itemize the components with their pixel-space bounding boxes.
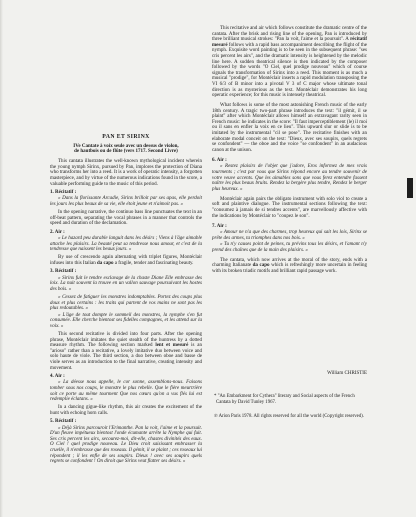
commentary-text: is an "arioso" rather than a recitative, a lovely imitative duo between voice and solo haute de viole. The third section, a duo between oboe and basse de viole serves as an introduction to the final narrative, creating intensity and movement. bbox=[50, 343, 202, 371]
footnote: * "An Embarkment for Cythera" literary and Social aspects of the French Cantata by David Tunley 1967. bbox=[214, 394, 355, 405]
cantata-title: PAN ET SIRINX bbox=[102, 134, 150, 140]
section-heading: 7. Air : bbox=[212, 223, 227, 229]
bold-term: da capo bbox=[252, 263, 270, 269]
section-heading: 5. Récitatif : bbox=[50, 419, 77, 425]
right-column bbox=[212, 26, 367, 279]
cantata-subtitle-line: IVe Cantate à voix seule avec un dessus de violon, bbox=[73, 143, 179, 149]
commentary-text: The cantata, which now arrives at the moral of the story, ends with a charming Italianate bbox=[212, 257, 367, 269]
cantata-subtitle-line: de hautbois ou de flûte (vers 1717. Second Livre) bbox=[74, 149, 178, 155]
lyric-quote: « Le hazard peu durable languit dans les désirs ; Viens à l'âge aimable attache les plaisirs. La beauté peut sa tendresse nous amour, et c'est de la tendresse que naissent les beaux jours. » bbox=[50, 236, 202, 253]
commentary-text: This second recitative is divided into four parts. After the opening phrase, Montéclair imitates the quiet stealth of the huntress by a dotted measure rhythm. The following section marked bbox=[50, 331, 202, 349]
commentary-paragraph: Montéclair again pairs the obligato instrument with solo viol to create a soft and plaintive dialogue. The instrumental sections following the text: "consumez à jamais de si tendres accents", are marvellously affective with the indications by Montéclair to "coupez le son". bbox=[212, 196, 367, 219]
commentary-text: This recitative and air which follows constitute the dramatic centre of the cantata. After the brisk and rising line of the opening, Pan is introduced by three brilliant musical strokes: "Pan la voit, l'aime et la poursuit". A bbox=[212, 26, 367, 43]
commentary-paragraph bbox=[50, 255, 202, 266]
section-heading: 3. Récitatif : bbox=[50, 269, 77, 275]
bold-term: récitatif mesuré bbox=[212, 37, 367, 48]
left-column bbox=[50, 135, 202, 467]
lyric-quote: « Tu n'y causes point de peines, tu prévins tous les désirs, et l'amant n'y prend des chaînes que de la main des plaisirs. » bbox=[212, 242, 367, 253]
lyric-quote: « La déesse nous appelle, le cor sonne, assemblons-nous. Faisons tomber sous nos coups, le monstre le plus rebelle. Que le fière meurtrière soit ce porte au même tourment Que nos cœurs qu'on a vus flés lui est redemplie éclatans. » bbox=[50, 380, 202, 403]
section-heading: 1. Récitatif : bbox=[50, 189, 77, 195]
commentary-text: follows with a rapid bass accompaniment describing the flight of the nymph. Exquisite word painting is to be seen in the subsequent phrase: "ses cris percent les airs", and the dramatic intensity is heightened by the melodic line here. A sudden theatrical silence is then indicated by the composer followed by the words "O Ciel, quel prodige nouveau" which of course signals the transformation of Sirinx into a reed. This moment is as much a musical "prodige", for Montéclair inserts a rapid modulation transposing the VI 6/3 of B minor into a pivotal V 3 of C major whose ultimate tonal direction is as mysterious as the text. Montéclair demonstrates his long operatic experience; for this music is intensely theatrical. bbox=[212, 42, 367, 99]
commentary-paragraph bbox=[212, 26, 367, 99]
commentary-paragraph bbox=[50, 332, 202, 371]
commentary-text: By use of crescendo again alternating with triplet figures, Montéclair infuses into this Italian bbox=[50, 255, 202, 267]
commentary-paragraph: In a dancing gigue-like rhythm, this air creates the excitement of the hunt with echoing horn calls. bbox=[50, 405, 202, 416]
commentary-text: which is refreshingly more uncertain in feeling with its broken triadic motifs and brilliant rapid passage work. bbox=[212, 263, 368, 274]
commentary-text: a fragile, tender and fascinating beauty. bbox=[113, 261, 194, 267]
lyric-quote: « L'âge de tout dompte le sommeil des monstres, la nymphe s'en fut consumée. Elle cherche bientost ses fidelles compagnes, et les attend sur la voix. » bbox=[50, 312, 202, 329]
bold-term: da capo bbox=[96, 261, 114, 267]
section-heading: 4. Air : bbox=[50, 373, 65, 379]
lyric-quote: « Amour ne n'a que des charmes, trop heureux qui sait les lois, Sirinx se prête des armes, ta triomphes dans nos bois. » bbox=[212, 230, 367, 241]
section-heading: 2. Air : bbox=[50, 229, 65, 235]
commentary-paragraph bbox=[212, 258, 367, 275]
intro-paragraph: This cantata illustrates the well-known mythological incident wherein the young nymph Sirinx, pursued by Pan, implores the protection of Diana who transforms her into a reed. It is a work of operatic intensity, a forgotten masterpiece, and by virtue of the numerous indications found in the score, a valuable performing guide to the music of this period. bbox=[50, 159, 202, 187]
lyric-quote: « Cessez de fatiguer les monstres indomptables. Portez des coups plus doux et plus certains : les traits qui partent de vos mains ne sont pas les plus redoutables. » bbox=[50, 295, 202, 312]
author-signature: William CHRISTIE bbox=[327, 371, 367, 376]
lyric-quote: « Déjà Sirinx parcouroit l'Erimanthe. Pan la voit, l'aime et la poursuit. D'un fleuve impétueux bientost l'onde écumante arrête la Nymphe qui fuit. Ses cris percent les airs, secourez-moi, dit-elle, chastes divinités des eaux. O Ciel ! quel prodige nouveau. Le Dieu croit saisissant embrasser la cruelle, il n'embrasse que des roseaux. Il gémit, il se plaint ; ces roseaux lui répondent ; il les enfle de ses soupirs. Dieux ! avec ses soupirs quels regrets se confondent ! On diroit que Sirinx veut flatter ses désirs. » bbox=[50, 425, 202, 465]
cantata-subtitle bbox=[50, 144, 202, 156]
commentary-paragraph: What follows is some of the most astonishing French music of the early 18th century. A tragic two-part phrase introduces the text: "il gémit, il se plaint" after which Montéclair allows himself an extravagant rarity seen in French music: he indicates in the score: "Il faut imperceptiblement (le) il moi ou il sans en enfler la voix en ce lieu". This upward slur or slide is to be imitated by the instrumental "cil se pose". The recitative finishes with an elaborate modal conceit on the text: "Dieux, avec ses soupirs, quels regrets se confondent" — the oboe and the voice "se confondent" in an audacious canon at the unison. bbox=[212, 103, 367, 153]
lyric-quote: « Dans la florissante Arcadie, Sirinx brilloit par ses apas, elle perdoit les jours les plus beaux de sa vie, elle étoit jeune et n'aimoit pas. » bbox=[50, 196, 202, 207]
lyric-quote: « Sirinx fuit le tendre esclavage de la chaste Diane Elle embrasse des loix. La nuit souvent la trouve en un vallon sauvage poursuivant les hostes des bois. » bbox=[50, 275, 202, 293]
lyric-quote: « Restez plaisirs de l'objet que j'adore, Eros informez de mes vrais tourments ; c'est par vous que Sirinx répond encore au tendre souvenir de votre veuve accents. Que les aimables sons que vous ferez entendre fassent naître les plus beaux bruits. Rendez la bergère plus tendre, Rendez le berger plus heureux. » bbox=[212, 164, 367, 192]
scan-edge-shadow bbox=[0, 0, 3, 517]
margin-tab-mark bbox=[407, 178, 413, 198]
commentary-paragraph: In the opening narrative, the continuo bass line punctuates the text in an off-beat pattern, separating the vocal phrases in a manner that controls the speed and duration of the declamation. bbox=[50, 210, 202, 227]
section-heading: 6. Air : bbox=[212, 157, 227, 163]
copyright-notice: ℗ Arion Paris 1978. All rights reserved for all the world (Copyright reserved). bbox=[214, 414, 364, 419]
bold-term: lent et mesuré bbox=[155, 343, 189, 349]
